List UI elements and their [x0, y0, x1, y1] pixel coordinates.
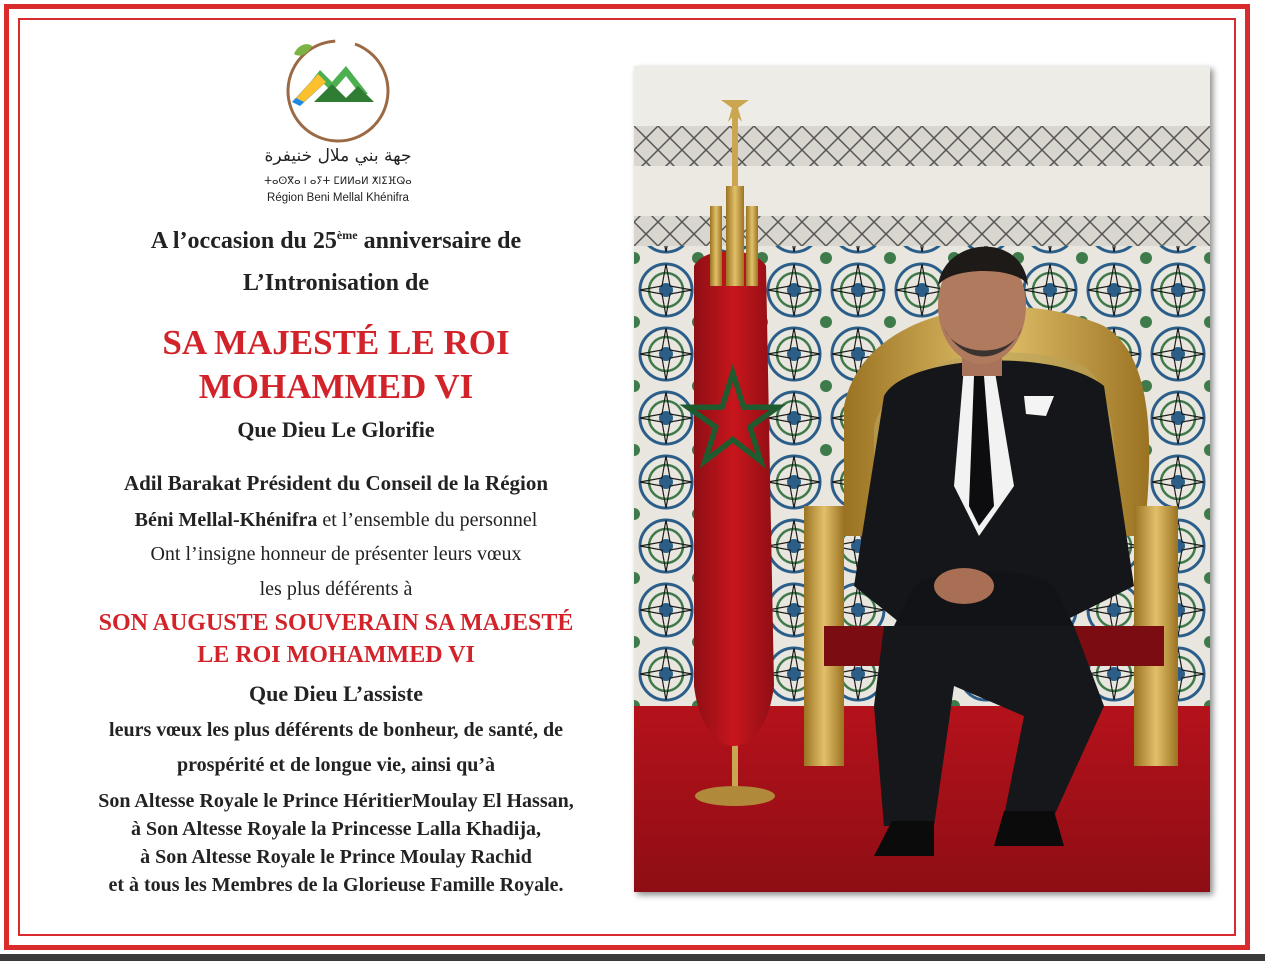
staff-text: et l’ensemble du personnel — [317, 509, 538, 531]
honour-line: Ont l’insigne honneur de présenter leurs vœux — [150, 543, 522, 565]
family-line1: Son Altesse Royale le Prince HéritierMoulay El Hassan, — [98, 790, 574, 812]
blessing-assist: Que Dieu L’assiste — [249, 681, 423, 706]
region-staff-line — [40, 509, 632, 532]
logo-tifinagh-text: ⵜⴰⵙⴳⴰ ⵏ ⴰⵢⵜ ⵎⵍⵍⴰⵍ ⵅⵏⵉⴼⵕⴰ — [264, 176, 412, 187]
king-title-line2: MOHAMMED VI — [198, 367, 474, 406]
occasion-prefix: A l’occasion du 25 — [150, 228, 337, 254]
king-title-line1: SA MAJESTÉ LE ROI — [162, 323, 510, 362]
sovereign-line1: SON AUGUSTE SOUVERAIN SA MAJESTÉ — [98, 610, 574, 636]
president-line: Adil Barakat Président du Conseil de la Région — [123, 471, 549, 495]
family-line4: et à tous les Membres de la Glorieuse Famille Royale. — [108, 874, 564, 896]
wishes-line1: leurs vœux les plus déférents de bonheur, de santé, de — [109, 719, 563, 741]
occasion-line — [40, 228, 632, 255]
family-line3: à Son Altesse Royale le Prince Moulay Rachid — [140, 846, 532, 868]
region-logo — [258, 30, 418, 212]
logo-latin-text: Région Beni Mellal Khénifra — [267, 192, 409, 204]
bottom-edge-strip — [0, 954, 1265, 961]
wishes-line2: prospérité et de longue vie, ainsi qu’à — [177, 754, 495, 776]
region-name: Béni Mellal-Khénifra — [134, 509, 318, 531]
royal-portrait-photo — [634, 66, 1210, 892]
occasion-suffix: anniversaire de — [357, 228, 522, 254]
logo-arabic-text: جهة بني ملال خنيفرة — [264, 146, 412, 166]
region-logo-icon — [280, 36, 396, 146]
family-line2: à Son Altesse Royale la Princesse Lalla Khadija, — [131, 818, 541, 840]
occasion-superscript: ème — [336, 228, 358, 242]
blessing-glorify: Que Dieu Le Glorifie — [237, 417, 435, 442]
deferent-line: les plus déférents à — [259, 578, 413, 600]
sovereign-line2: LE ROI MOHAMMED VI — [197, 642, 475, 668]
enthronement-line: L’Intronisation de — [242, 270, 430, 296]
